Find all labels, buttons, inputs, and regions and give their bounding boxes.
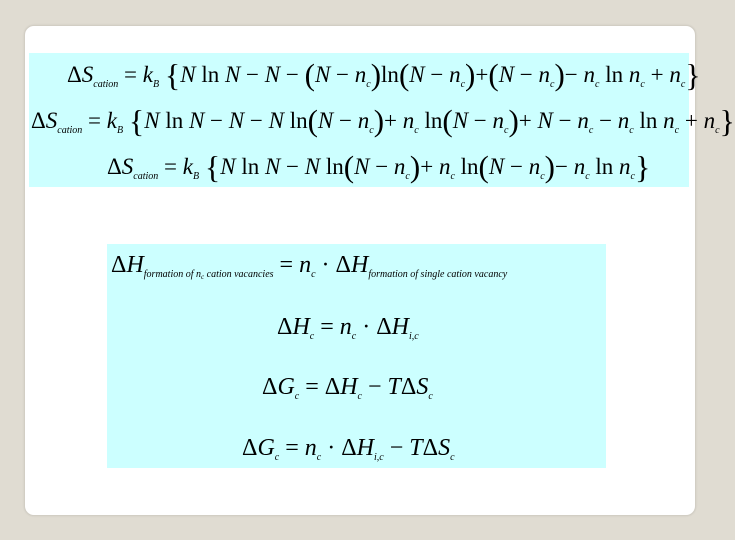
enthalpy-equation-1: $\Delta H_{formation of n_c cation vacancies} = n_c \cdot \Delta H_{formation of single cation vacancy}$ [111, 252, 508, 281]
enthalpy-equations-box [107, 244, 606, 468]
entropy-equations-box [29, 53, 735, 187]
enthalpy-equation-2: $\Delta H_c = n_c \cdot \Delta H_{i,c}$ [277, 314, 419, 342]
gibbs-equation-2: $\Delta G_c = n_c \cdot \Delta H_{i,c} - T\Delta S_c$ [242, 435, 455, 463]
gibbs-equation-1: $\Delta G_c = \Delta H_c - T\Delta S_c$ [262, 374, 433, 402]
entropy-equation-3: $\Delta S_{cation} = k_B$ {N ln N − N $\ln(N - n_c)+ n_c$ $\ln(N - n_c)- n_c$ $\ln n_c$} [107, 149, 651, 185]
entropy-equation-1: $\Delta S_{cation} = k_B$ {N $\ln N - N - (N - n_c)\ln(N - n_c)+(N - n_c)- n_c$ $\ln n_c + n_c$} [67, 57, 701, 93]
entropy-equation-2: $\Delta S_{cation} = k_B$ {N ln N − N − N $\ln(N - n_c)+ n_c$ $\ln(N - n_c)+ N - n_c - n_c$ $\ln n_c + n_c$} [31, 103, 735, 139]
